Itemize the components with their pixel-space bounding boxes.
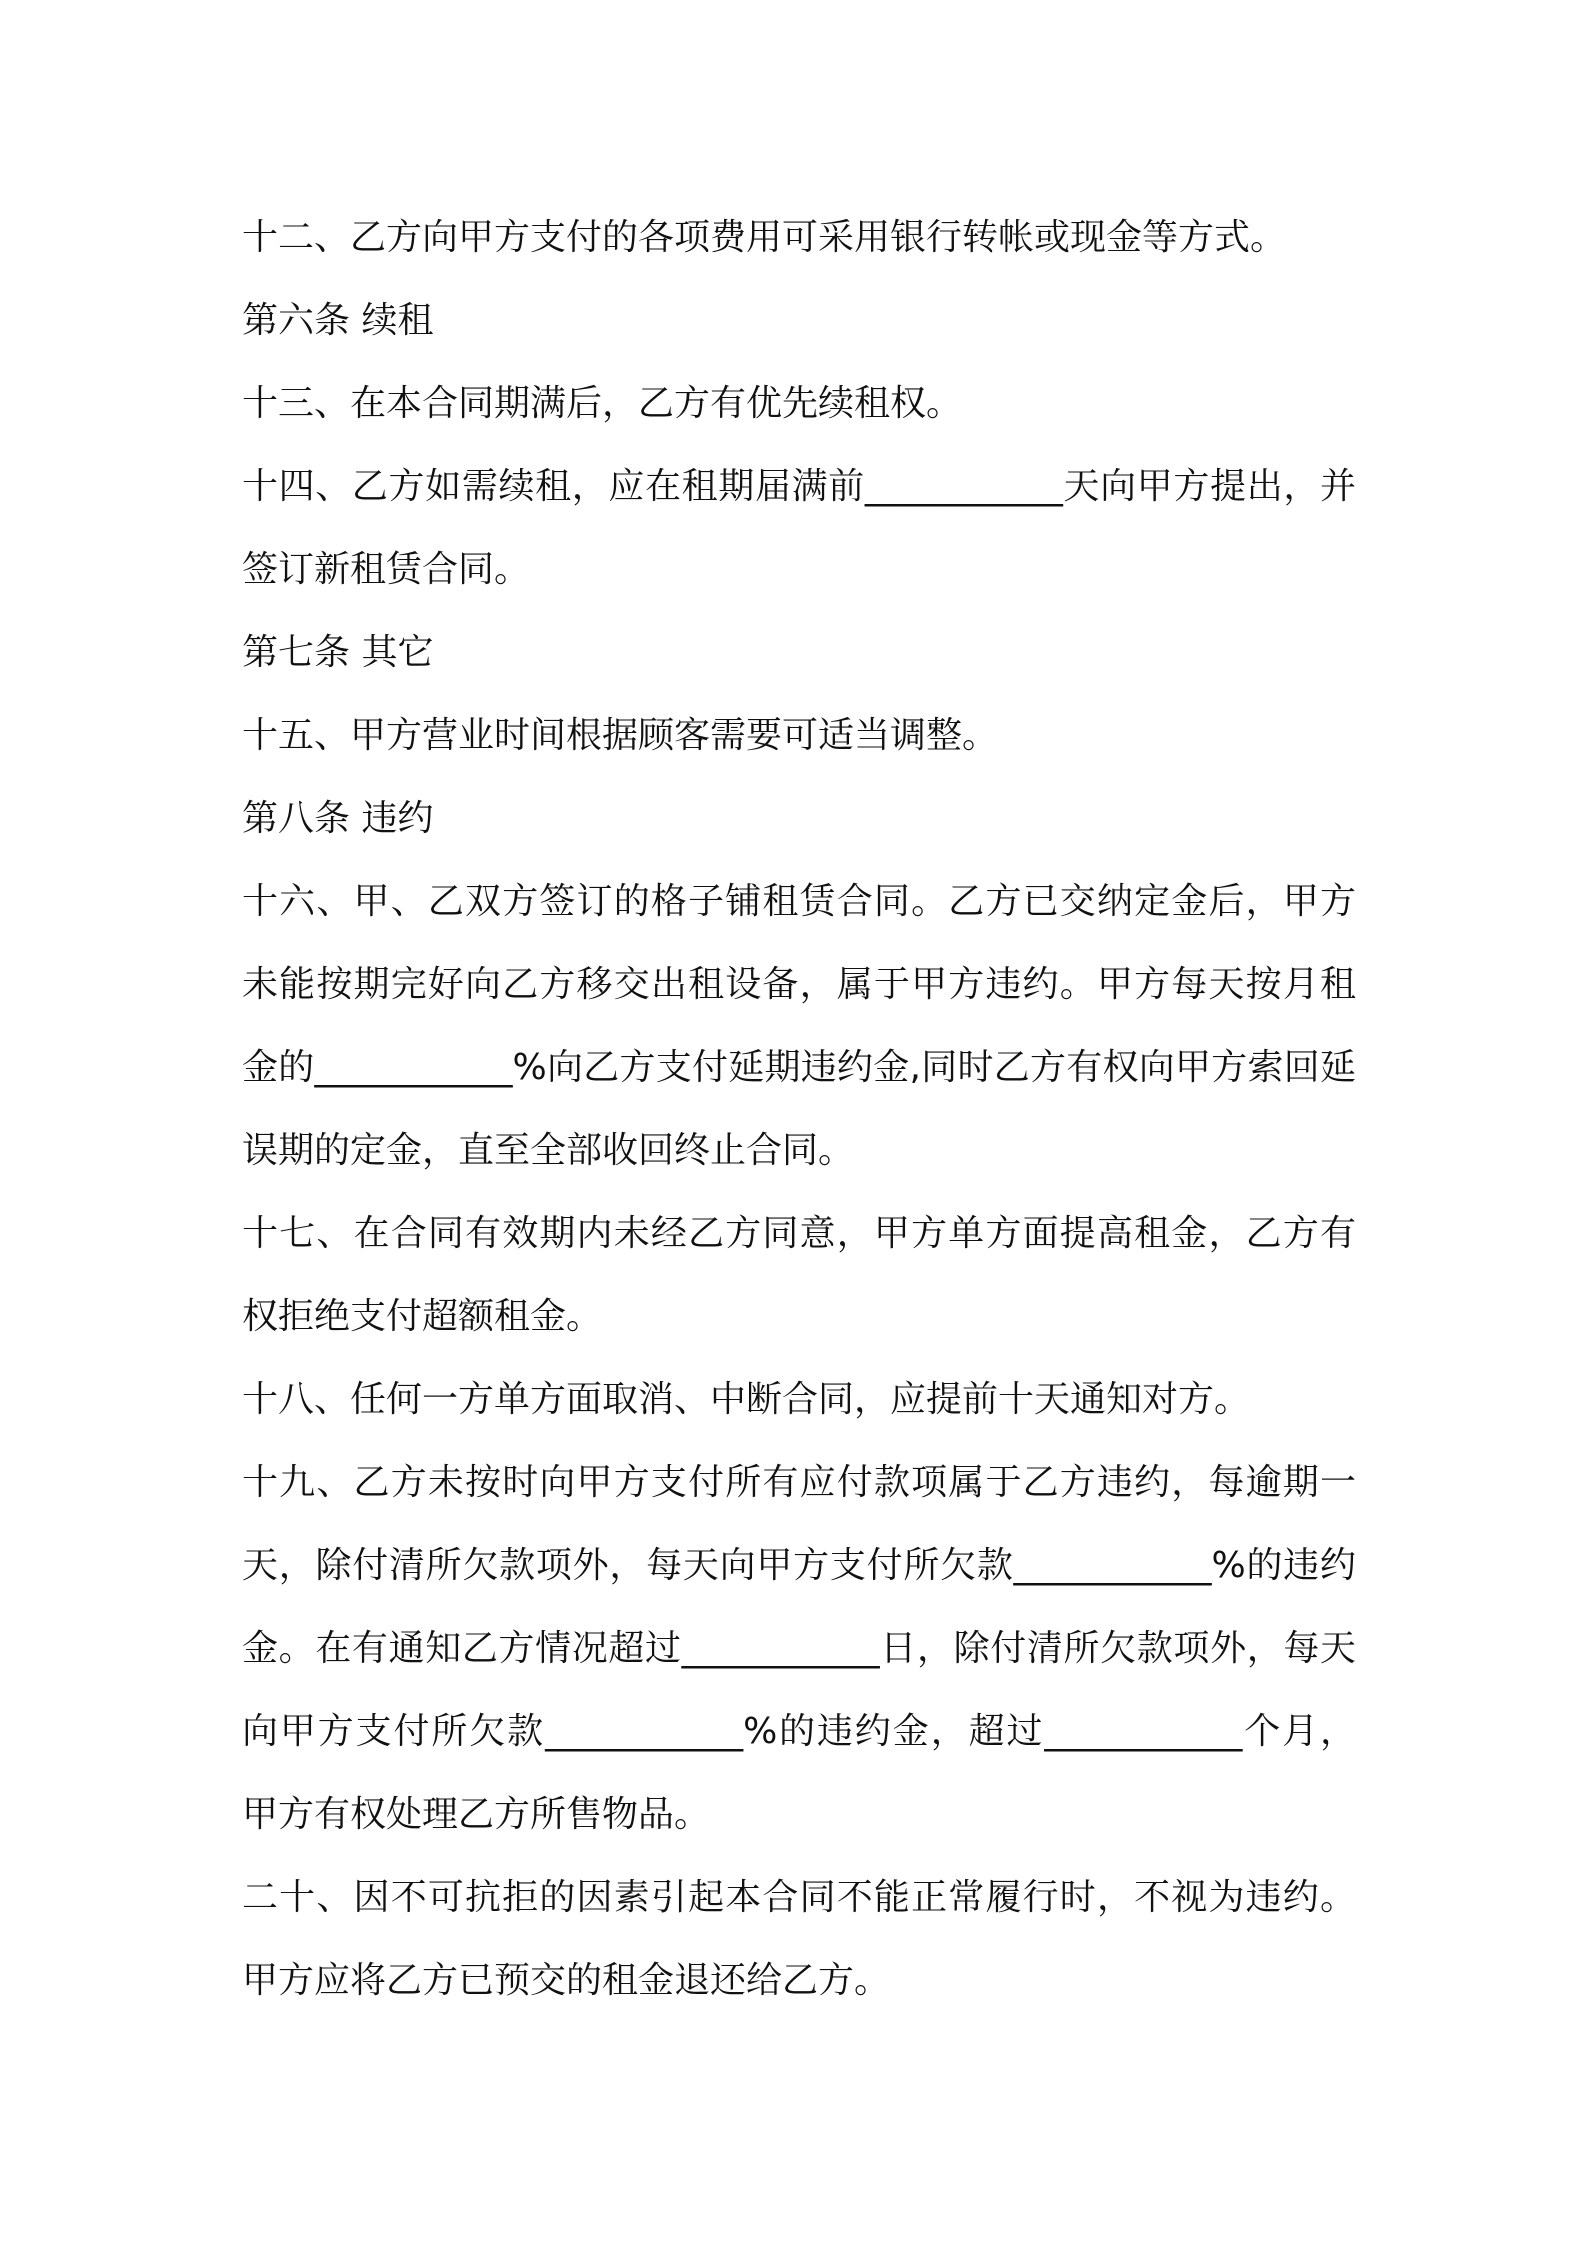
clause-19: 十九、乙方未按时向甲方支付所有应付款项属于乙方违约，每逾期一天，除付清所欠款项外，每天向甲方支付所欠款___________%的违约金。在有通知乙方情况超过___________日，除付清所欠款项外，每天向甲方支付所欠款___________%的违约金，超过___________个月，甲方有权处理乙方所售物品。 [242,1462,1356,1835]
clause-12: 十二、乙方向甲方支付的各项费用可采用银行转帐或现金等方式。 [242,217,1287,258]
clause-16: 十六、甲、乙双方签订的格子铺租赁合同。乙方已交纳定金后，甲方未能按期完好向乙方移交出租设备，属于甲方违约。甲方每天按月租金的___________%向乙方支付延期违约金,同时乙方有权向甲方索回延误期的定金，直至全部收回终止合同。 [242,881,1356,1171]
clause-15: 十五、甲方营业时间根据顾客需要可适当调整。 [242,715,999,756]
article-8-heading: 第八条 违约 [242,798,434,839]
clause-20: 二十、因不可抗拒的因素引起本合同不能正常履行时，不视为违约。甲方应将乙方已预交的租金退还给乙方。 [242,1877,1356,2001]
document-body [242,196,1356,2022]
article-6-heading: 第六条 续租 [242,300,434,341]
clause-18: 十八、任何一方单方面取消、中断合同，应提前十天通知对方。 [242,1379,1251,1420]
clause-17: 十七、在合同有效期内未经乙方同意，甲方单方面提高租金，乙方有权拒绝支付超额租金。 [242,1213,1356,1337]
clause-14: 十四、乙方如需续租，应在租期届满前___________天向甲方提出，并签订新租赁合同。 [242,466,1356,590]
clause-13: 十三、在本合同期满后，乙方有优先续租权。 [242,383,963,424]
article-7-heading: 第七条 其它 [242,632,434,673]
